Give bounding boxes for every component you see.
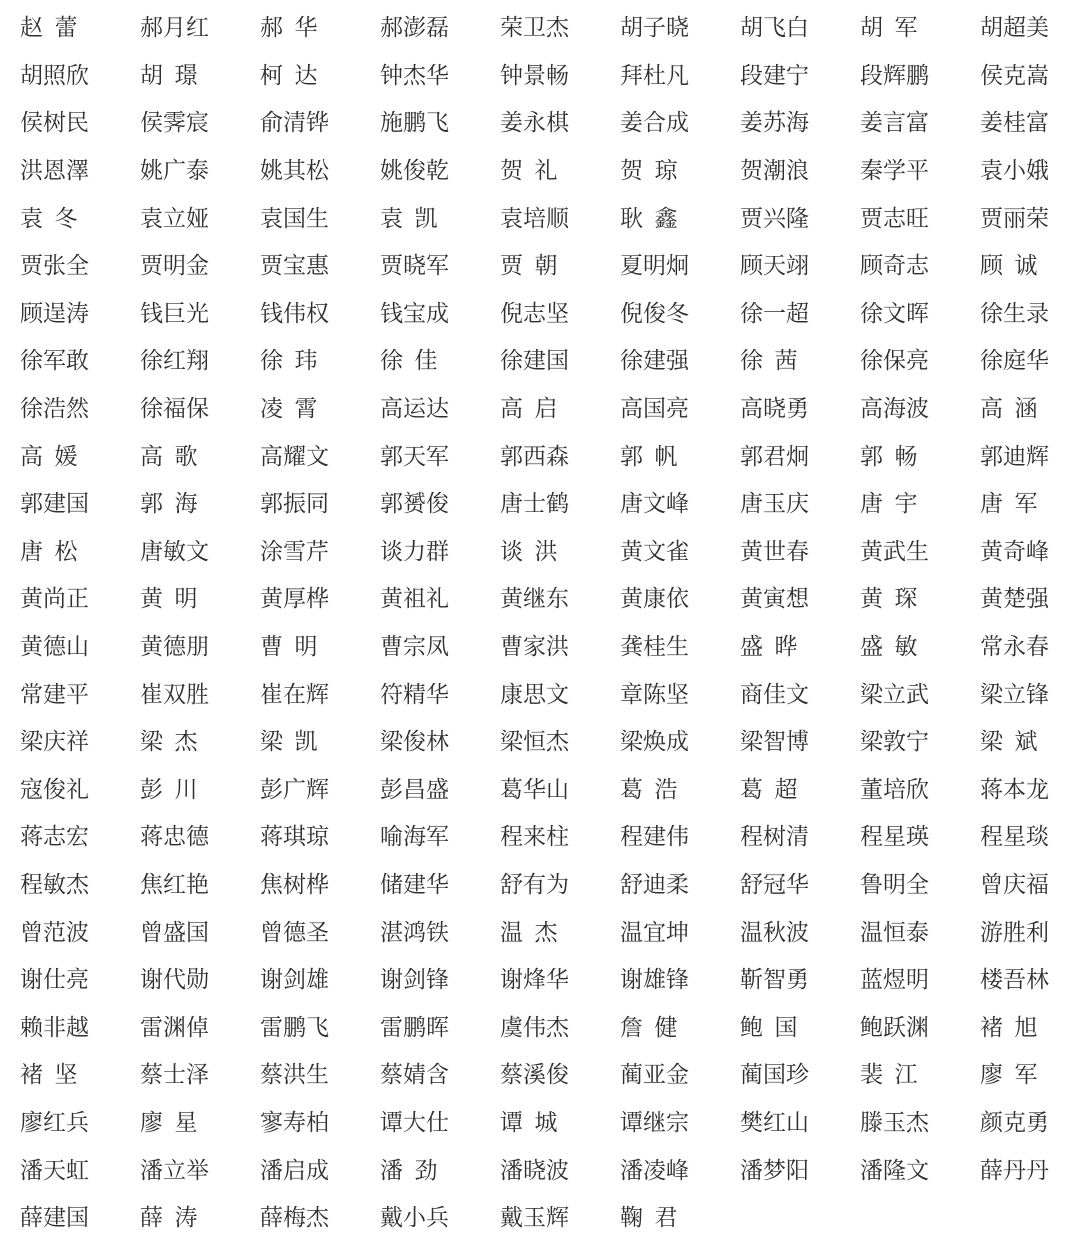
name-cell: 胡璟 xyxy=(140,62,209,89)
name-cell: 谢剑锋 xyxy=(380,967,449,994)
name-cell: 黄德朋 xyxy=(140,634,209,661)
name-cell: 谢雄锋 xyxy=(620,967,689,994)
name-cell: 郝华 xyxy=(260,15,329,42)
name-cell: 徐建强 xyxy=(620,348,689,375)
name-cell: 钟杰华 xyxy=(380,62,449,89)
name-cell: 梁恒杰 xyxy=(500,729,569,756)
name-cell: 高耀文 xyxy=(260,443,329,470)
name-cell: 袁培顺 xyxy=(500,205,569,232)
name-cell: 秦学平 xyxy=(860,158,929,185)
name-cell: 袁小娥 xyxy=(980,158,1049,185)
name-cell: 徐军敢 xyxy=(20,348,89,375)
name-cell: 廖星 xyxy=(140,1109,209,1136)
name-cell: 潘启成 xyxy=(260,1157,329,1184)
name-cell: 徐庭华 xyxy=(980,348,1049,375)
name-cell: 唐宇 xyxy=(860,491,929,518)
name-cell: 廖军 xyxy=(980,1062,1049,1089)
name-cell: 蓝煜明 xyxy=(860,967,929,994)
name-cell: 鞠君 xyxy=(620,1205,689,1232)
name-cell: 贾宝惠 xyxy=(260,253,329,280)
name-cell: 潘立举 xyxy=(140,1157,209,1184)
name-cell: 黄尚正 xyxy=(20,586,89,613)
name-cell: 黄继东 xyxy=(500,586,569,613)
name-cell: 蔡洪生 xyxy=(260,1062,329,1089)
name-cell: 高启 xyxy=(500,396,569,423)
name-cell: 梁杰 xyxy=(140,729,209,756)
name-cell: 潘劲 xyxy=(380,1157,449,1184)
name-cell: 葛超 xyxy=(740,776,809,803)
name-cell: 谭大仕 xyxy=(380,1109,449,1136)
name-cell: 徐保亮 xyxy=(860,348,929,375)
name-cell: 赖非越 xyxy=(20,1014,89,1041)
name-cell: 郭畅 xyxy=(860,443,929,470)
name-cell: 梁立锋 xyxy=(980,681,1049,708)
name-cell: 湛鸿铁 xyxy=(380,919,449,946)
name-cell: 荣卫杰 xyxy=(500,15,569,42)
name-cell: 涂雪芹 xyxy=(260,538,329,565)
name-cell: 程敏杰 xyxy=(20,871,89,898)
name-cell: 盛晔 xyxy=(740,634,809,661)
name-cell: 顾奇志 xyxy=(860,253,929,280)
name-cell: 高歌 xyxy=(140,443,209,470)
name-cell: 谭继宗 xyxy=(620,1109,689,1136)
name-cell: 黄寅想 xyxy=(740,586,809,613)
name-cell: 俞清铧 xyxy=(260,110,329,137)
name-cell: 郭海 xyxy=(140,491,209,518)
name-cell: 郝澎磊 xyxy=(380,15,449,42)
name-cell: 温杰 xyxy=(500,919,569,946)
name-cell: 钱宝成 xyxy=(380,300,449,327)
name-cell: 虞伟杰 xyxy=(500,1014,569,1041)
name-cell: 顾诚 xyxy=(980,253,1049,280)
name-cell: 唐士鹤 xyxy=(500,491,569,518)
name-cell: 蒋志宏 xyxy=(20,824,89,851)
name-cell: 焦树桦 xyxy=(260,871,329,898)
name-cell: 郭君炯 xyxy=(740,443,809,470)
name-cell: 贾兴隆 xyxy=(740,205,809,232)
name-cell: 常建平 xyxy=(20,681,89,708)
name-list-grid xyxy=(0,2,1080,1239)
name-cell: 寇俊礼 xyxy=(20,776,89,803)
name-cell: 储建华 xyxy=(380,871,449,898)
name-cell: 薛梅杰 xyxy=(260,1205,329,1232)
name-cell: 郭帆 xyxy=(620,443,689,470)
name-cell: 钱巨光 xyxy=(140,300,209,327)
name-cell: 褚旭 xyxy=(980,1014,1049,1041)
name-cell: 高涵 xyxy=(980,396,1049,423)
name-cell: 黄德山 xyxy=(20,634,89,661)
name-cell: 郭赟俊 xyxy=(380,491,449,518)
name-cell: 贺潮浪 xyxy=(740,158,809,185)
name-cell: 程星琰 xyxy=(980,824,1049,851)
name-cell: 廖红兵 xyxy=(20,1109,89,1136)
name-cell: 曾范波 xyxy=(20,919,89,946)
name-cell: 凌霄 xyxy=(260,396,329,423)
name-cell: 商佳文 xyxy=(740,681,809,708)
name-cell: 舒冠华 xyxy=(740,871,809,898)
name-cell: 贾丽荣 xyxy=(980,205,1049,232)
name-cell: 温恒泰 xyxy=(860,919,929,946)
name-cell: 梁敦宁 xyxy=(860,729,929,756)
name-cell: 徐一超 xyxy=(740,300,809,327)
name-cell: 雷渊倬 xyxy=(140,1014,209,1041)
name-cell: 温秋波 xyxy=(740,919,809,946)
name-cell: 崔在辉 xyxy=(260,681,329,708)
name-cell: 姜苏海 xyxy=(740,110,809,137)
name-cell: 姜言富 xyxy=(860,110,929,137)
name-cell: 崔双胜 xyxy=(140,681,209,708)
name-cell: 葛华山 xyxy=(500,776,569,803)
name-cell: 褚坚 xyxy=(20,1062,89,1089)
name-cell: 侯霁宸 xyxy=(140,110,209,137)
name-cell: 蒋琪琼 xyxy=(260,824,329,851)
name-cell: 姜永棋 xyxy=(500,110,569,137)
name-cell: 胡军 xyxy=(860,15,929,42)
name-cell: 黄文雀 xyxy=(620,538,689,565)
name-cell: 梁庆祥 xyxy=(20,729,89,756)
name-cell: 黄世春 xyxy=(740,538,809,565)
name-cell: 蔺亚金 xyxy=(620,1062,689,1089)
name-cell: 高晓勇 xyxy=(740,396,809,423)
name-cell: 黄厚桦 xyxy=(260,586,329,613)
name-cell: 楼吾林 xyxy=(980,967,1049,994)
name-cell: 姚俊乾 xyxy=(380,158,449,185)
name-cell: 彭川 xyxy=(140,776,209,803)
name-cell: 郭天军 xyxy=(380,443,449,470)
name-cell: 胡飞白 xyxy=(740,15,809,42)
name-cell: 郭振同 xyxy=(260,491,329,518)
name-cell: 雷鹏飞 xyxy=(260,1014,329,1041)
name-cell: 胡超美 xyxy=(980,15,1049,42)
name-cell: 黄武生 xyxy=(860,538,929,565)
name-cell: 曹家洪 xyxy=(500,634,569,661)
name-cell: 焦红艳 xyxy=(140,871,209,898)
name-cell: 贾晓军 xyxy=(380,253,449,280)
name-cell: 喻海军 xyxy=(380,824,449,851)
name-cell: 盛敏 xyxy=(860,634,929,661)
name-cell: 蔡士泽 xyxy=(140,1062,209,1089)
name-cell: 程树清 xyxy=(740,824,809,851)
name-cell: 龚桂生 xyxy=(620,634,689,661)
name-cell: 鲍国 xyxy=(740,1014,809,1041)
name-cell: 段辉鹏 xyxy=(860,62,929,89)
name-cell: 贾朝 xyxy=(500,253,569,280)
name-cell: 黄祖礼 xyxy=(380,586,449,613)
name-cell: 梁立武 xyxy=(860,681,929,708)
name-cell: 黄康依 xyxy=(620,586,689,613)
name-cell: 黄奇峰 xyxy=(980,538,1049,565)
name-cell: 颜克勇 xyxy=(980,1109,1049,1136)
name-cell: 钟景畅 xyxy=(500,62,569,89)
name-cell: 郭建国 xyxy=(20,491,89,518)
name-cell: 谢代勋 xyxy=(140,967,209,994)
name-cell: 裴江 xyxy=(860,1062,929,1089)
name-cell: 鲍跃渊 xyxy=(860,1014,929,1041)
name-cell: 梁斌 xyxy=(980,729,1049,756)
name-cell: 高媛 xyxy=(20,443,89,470)
name-cell: 谢仕亮 xyxy=(20,967,89,994)
name-cell: 顾天翊 xyxy=(740,253,809,280)
name-cell: 詹健 xyxy=(620,1014,689,1041)
name-cell: 程星瑛 xyxy=(860,824,929,851)
name-cell: 彭昌盛 xyxy=(380,776,449,803)
name-cell: 梁凯 xyxy=(260,729,329,756)
name-cell: 谈洪 xyxy=(500,538,569,565)
name-cell: 曹明 xyxy=(260,634,329,661)
name-cell: 洪恩澤 xyxy=(20,158,89,185)
name-cell: 康思文 xyxy=(500,681,569,708)
name-cell: 袁凯 xyxy=(380,205,449,232)
name-cell: 侯克嵩 xyxy=(980,62,1049,89)
name-cell: 黄明 xyxy=(140,586,209,613)
name-cell: 袁立娅 xyxy=(140,205,209,232)
name-cell: 拜杜凡 xyxy=(620,62,689,89)
name-cell: 蔡婧含 xyxy=(380,1062,449,1089)
name-cell: 潘天虹 xyxy=(20,1157,89,1184)
name-cell: 舒有为 xyxy=(500,871,569,898)
name-cell: 曹宗凤 xyxy=(380,634,449,661)
name-cell: 董培欣 xyxy=(860,776,929,803)
name-cell: 曾盛国 xyxy=(140,919,209,946)
name-cell: 梁俊林 xyxy=(380,729,449,756)
name-cell: 姜桂富 xyxy=(980,110,1049,137)
name-cell: 樊红山 xyxy=(740,1109,809,1136)
name-cell: 徐玮 xyxy=(260,348,329,375)
name-cell: 徐文晖 xyxy=(860,300,929,327)
name-cell: 姚广泰 xyxy=(140,158,209,185)
name-cell: 袁国生 xyxy=(260,205,329,232)
name-cell: 唐松 xyxy=(20,538,89,565)
name-cell: 胡照欣 xyxy=(20,62,89,89)
name-cell: 谢剑雄 xyxy=(260,967,329,994)
name-cell: 潘梦阳 xyxy=(740,1157,809,1184)
name-cell: 唐军 xyxy=(980,491,1049,518)
name-cell: 曾庆福 xyxy=(980,871,1049,898)
name-cell: 徐佳 xyxy=(380,348,449,375)
name-cell: 贺琼 xyxy=(620,158,689,185)
name-cell: 戴玉辉 xyxy=(500,1205,569,1232)
name-cell: 雷鹏晖 xyxy=(380,1014,449,1041)
name-cell: 黄楚强 xyxy=(980,586,1049,613)
name-cell: 滕玉杰 xyxy=(860,1109,929,1136)
name-cell: 唐文峰 xyxy=(620,491,689,518)
name-cell: 袁冬 xyxy=(20,205,89,232)
name-cell: 薛建国 xyxy=(20,1205,89,1232)
name-cell: 郝月红 xyxy=(140,15,209,42)
name-cell: 胡子晓 xyxy=(620,15,689,42)
name-cell: 曾德圣 xyxy=(260,919,329,946)
name-cell: 谢烽华 xyxy=(500,967,569,994)
name-cell: 舒迪柔 xyxy=(620,871,689,898)
name-cell: 谭城 xyxy=(500,1109,569,1136)
name-cell: 潘晓波 xyxy=(500,1157,569,1184)
name-cell: 倪志坚 xyxy=(500,300,569,327)
name-cell: 高国亮 xyxy=(620,396,689,423)
name-cell: 段建宁 xyxy=(740,62,809,89)
name-cell: 程来柱 xyxy=(500,824,569,851)
name-cell: 姚其松 xyxy=(260,158,329,185)
name-cell: 常永春 xyxy=(980,634,1049,661)
name-cell: 徐建国 xyxy=(500,348,569,375)
name-cell: 梁焕成 xyxy=(620,729,689,756)
name-cell: 葛浩 xyxy=(620,776,689,803)
name-cell: 赵蕾 xyxy=(20,15,89,42)
name-cell: 鲁明全 xyxy=(860,871,929,898)
name-cell: 温宜坤 xyxy=(620,919,689,946)
name-cell: 夏明炯 xyxy=(620,253,689,280)
name-cell: 游胜利 xyxy=(980,919,1049,946)
name-cell: 贺礼 xyxy=(500,158,569,185)
name-cell: 贾张全 xyxy=(20,253,89,280)
name-cell: 郭迪辉 xyxy=(980,443,1049,470)
name-cell: 高海波 xyxy=(860,396,929,423)
name-cell: 潘凌峰 xyxy=(620,1157,689,1184)
name-cell: 薛涛 xyxy=(140,1205,209,1232)
name-cell: 唐敏文 xyxy=(140,538,209,565)
name-cell: 贾明金 xyxy=(140,253,209,280)
name-cell: 姜合成 xyxy=(620,110,689,137)
name-cell: 程建伟 xyxy=(620,824,689,851)
name-cell: 柯达 xyxy=(260,62,329,89)
name-cell: 徐茜 xyxy=(740,348,809,375)
name-cell: 倪俊冬 xyxy=(620,300,689,327)
name-cell: 梁智博 xyxy=(740,729,809,756)
name-cell: 贾志旺 xyxy=(860,205,929,232)
name-cell: 靳智勇 xyxy=(740,967,809,994)
name-cell: 章陈坚 xyxy=(620,681,689,708)
name-cell: 高运达 xyxy=(380,396,449,423)
name-cell: 钱伟权 xyxy=(260,300,329,327)
name-cell: 徐浩然 xyxy=(20,396,89,423)
name-cell: 侯树民 xyxy=(20,110,89,137)
name-cell: 蒋本龙 xyxy=(980,776,1049,803)
name-cell: 顾逞涛 xyxy=(20,300,89,327)
name-cell: 蒋忠德 xyxy=(140,824,209,851)
name-cell: 蔡溪俊 xyxy=(500,1062,569,1089)
name-cell: 戴小兵 xyxy=(380,1205,449,1232)
name-cell: 徐福保 xyxy=(140,396,209,423)
name-cell: 谈力群 xyxy=(380,538,449,565)
name-cell: 符精华 xyxy=(380,681,449,708)
name-cell: 徐红翔 xyxy=(140,348,209,375)
name-cell: 彭广辉 xyxy=(260,776,329,803)
name-cell: 耿鑫 xyxy=(620,205,689,232)
name-cell: 黄琛 xyxy=(860,586,929,613)
name-cell: 郭西森 xyxy=(500,443,569,470)
name-cell: 徐生录 xyxy=(980,300,1049,327)
name-cell: 施鹏飞 xyxy=(380,110,449,137)
name-cell: 蔺国珍 xyxy=(740,1062,809,1089)
name-cell: 唐玉庆 xyxy=(740,491,809,518)
name-cell: 寥寿柏 xyxy=(260,1109,329,1136)
name-cell: 薛丹丹 xyxy=(980,1157,1049,1184)
name-cell: 潘隆文 xyxy=(860,1157,929,1184)
